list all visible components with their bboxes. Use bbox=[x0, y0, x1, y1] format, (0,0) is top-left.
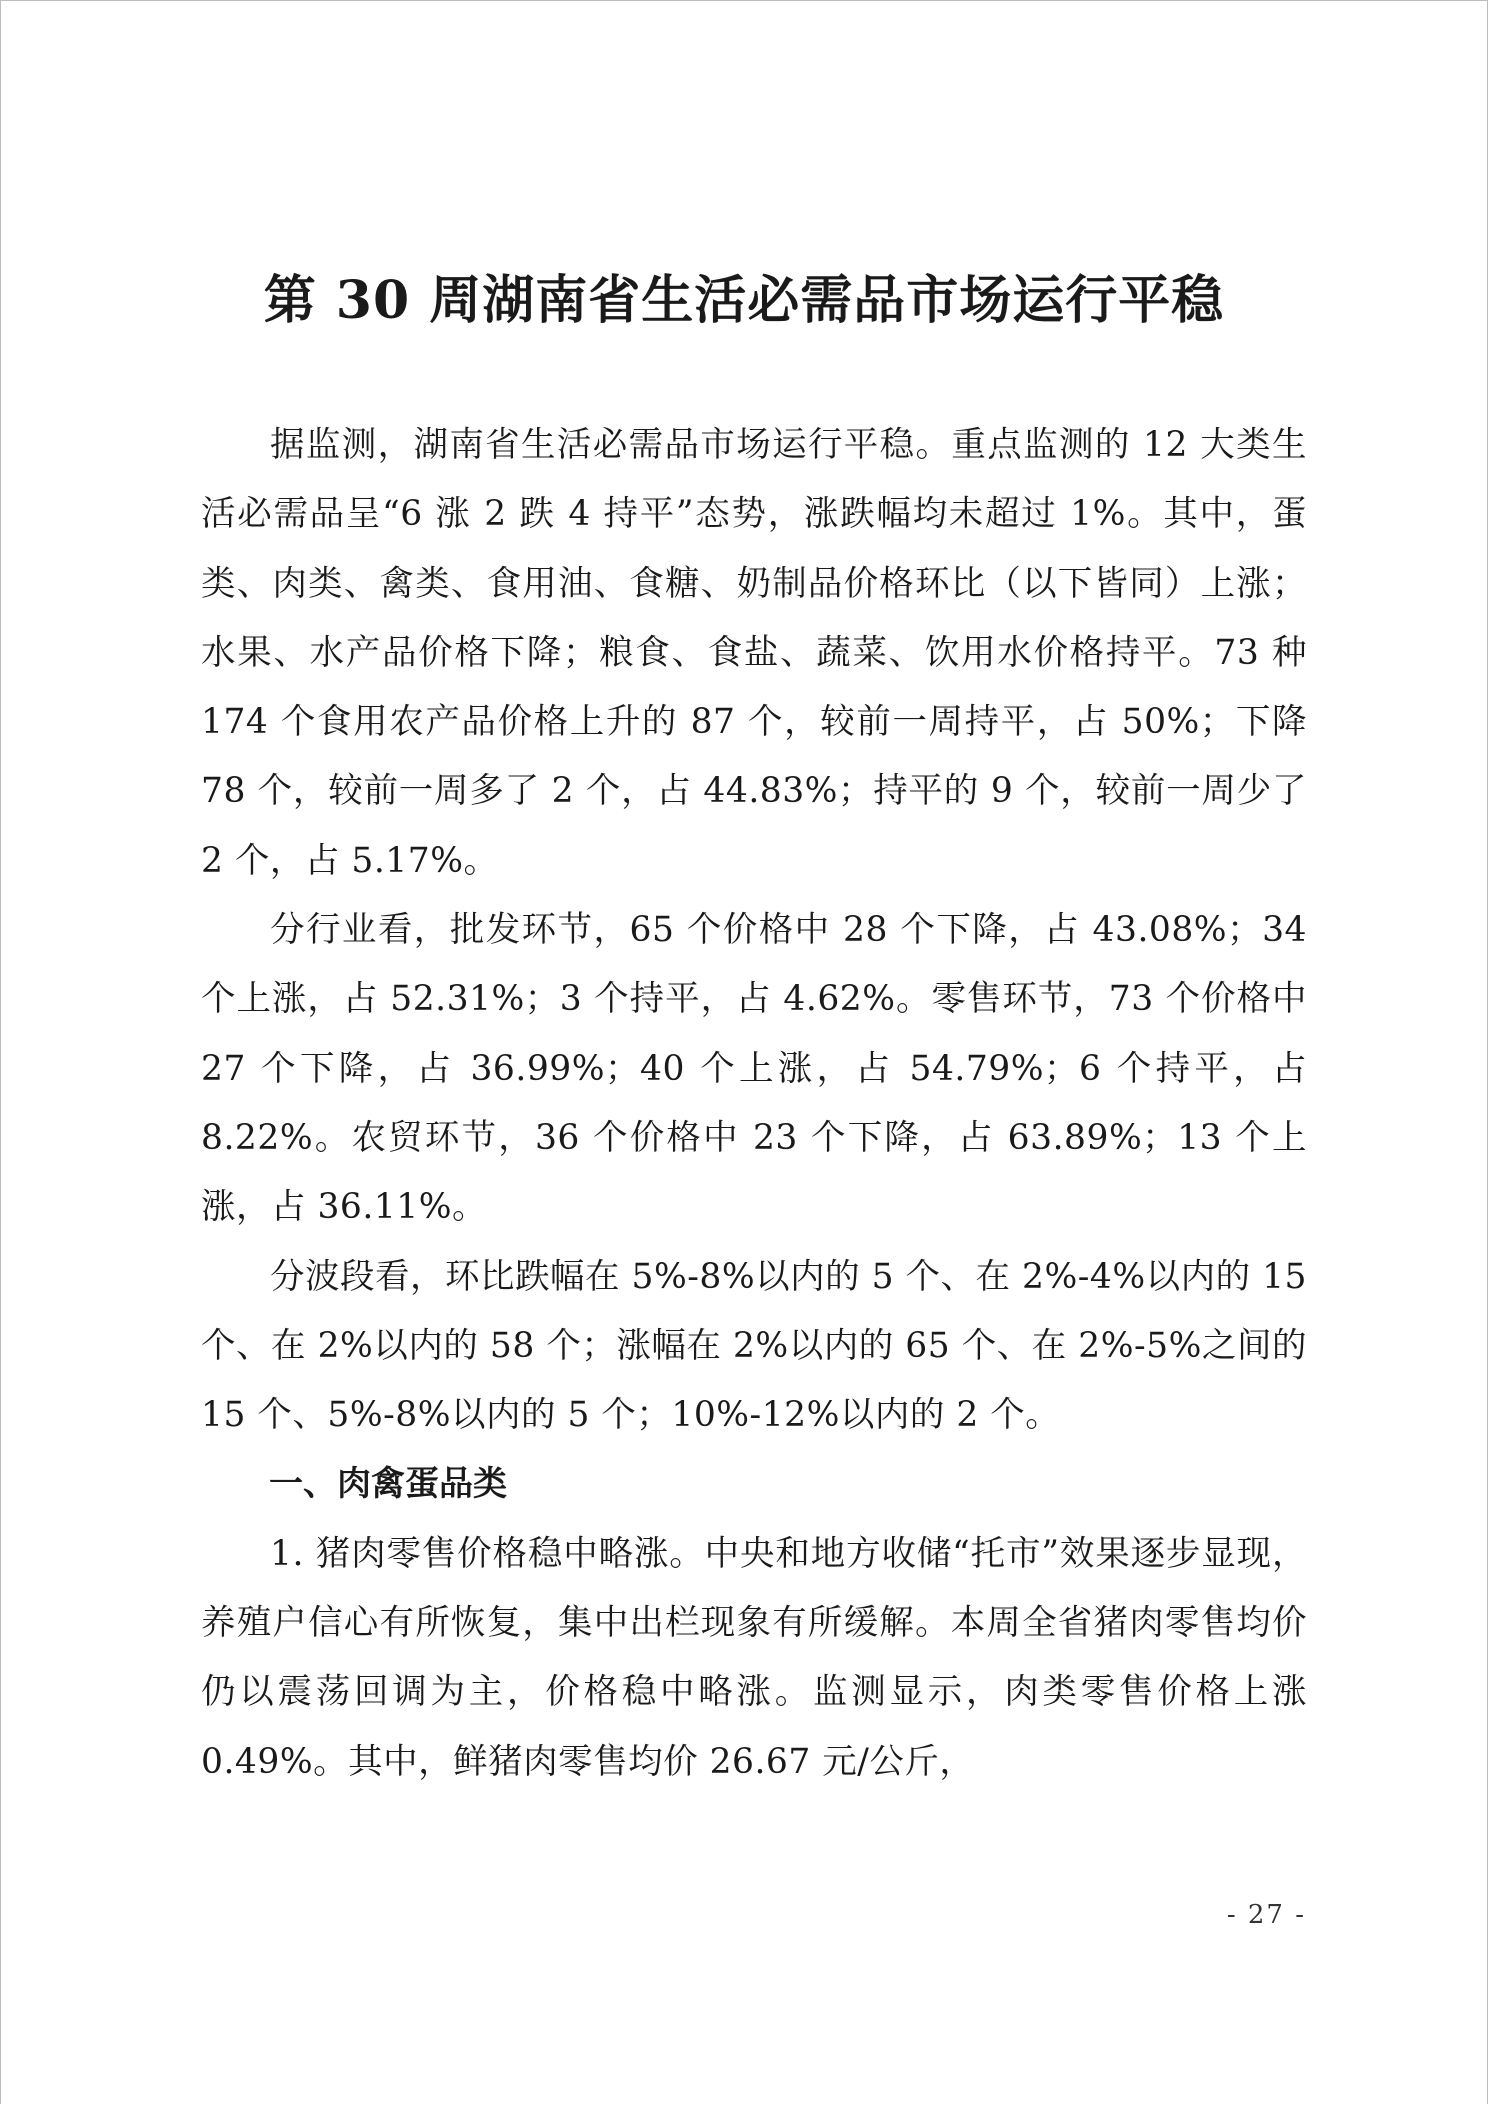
paragraph-by-range: 分波段看，环比跌幅在 5%-8%以内的 5 个、在 2%-4%以内的 15 个、在 2%以内的 58 个；涨幅在 2%以内的 65 个、在 2%-5%之间的 15 个、5%-8%以内的 5 个；10%-12%以内的 2 个。 bbox=[201, 1256, 1307, 1436]
paragraph-pork: 1. 猪肉零售价格稳中略涨。中央和地方收储“托市”效果逐步显现，养殖户信心有所恢复，集中出栏现象有所缓解。本周全省猪肉零售均价仍以震荡回调为主，价格稳中略涨。监测显示，肉类零售价格上涨 0.49%。其中，鲜猪肉零售均价 26.67 元/公斤， bbox=[201, 1533, 1307, 1782]
paragraph-overview: 据监测，湖南省生活必需品市场运行平稳。重点监测的 12 大类生活必需品呈“6 涨 2 跌 4 持平”态势，涨跌幅均未超过 1%。其中，蛋类、肉类、禽类、食用油、食糖、奶制品价格环比（以下皆同）上涨；水果、水产品价格下降；粮食、食盐、蔬菜、饮用水价格持平。73 种 174 个食用农产品价格上升的 87 个，较前一周持平，占 50%；下降 78 个，较前一周多了 2 个，占 44.83%；持平的 9 个，较前一周少了 2 个，占 5.17%。 bbox=[201, 425, 1307, 881]
document-body bbox=[201, 411, 1307, 1797]
section-heading: 一、肉禽蛋品类 bbox=[269, 1464, 507, 1505]
page-number: - 27 - bbox=[1226, 1900, 1306, 1930]
paragraph-by-industry: 分行业看，批发环节，65 个价格中 28 个下降，占 43.08%；34 个上涨，占 52.31%；3 个持平，占 4.62%。零售环节，73 个价格中 27 个下降，占 36.99%；40 个上涨，占 54.79%；6 个持平，占 8.22%。农贸环节，36 个价格中 23 个下降，占 63.89%；13 个上涨，占 36.11%。 bbox=[201, 910, 1307, 1228]
document-title: 第 30 周湖南省生活必需品市场运行平稳 bbox=[263, 270, 1225, 331]
